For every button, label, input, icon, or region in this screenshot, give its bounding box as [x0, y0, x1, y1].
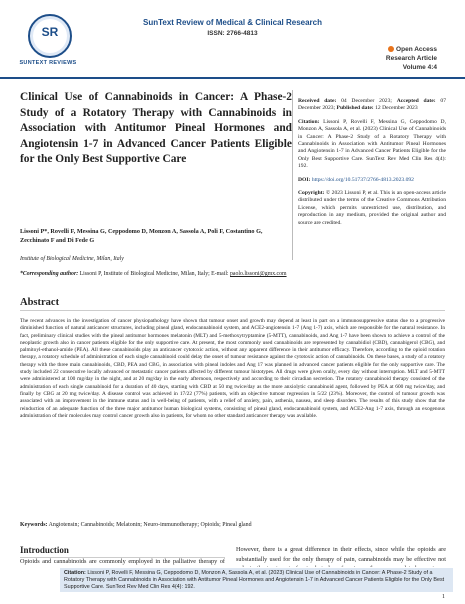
- open-access-icon: [388, 46, 394, 52]
- accepted-label: Accepted date:: [396, 98, 436, 104]
- footer-citation-text: Lissoni P, Rovelli F, Messina G, Ceppodomo D, Monzon A, Sassola A, et al. (2023) Clinical Use of Cannabinoids in Cancer: A Phase-2 Study of a Rotatory Therapy with Cannabinoids in Association with Antitumor Pineal Hormones and Angiotensin 1-7 in Advanced Cancer Patients Eligible for the Only Best Supportive Care. SunText Rev Med Clin Res 4(4): 192.: [64, 570, 445, 590]
- article-info-panel: [298, 98, 446, 233]
- doi-label: DOI:: [298, 176, 311, 183]
- keywords: [20, 522, 445, 528]
- received-date: 04 December 2023;: [341, 98, 392, 104]
- copyright-block: [298, 190, 446, 227]
- journal-title: SunText Review of Medical & Clinical Research: [142, 18, 323, 27]
- corresponding-author: [20, 270, 292, 278]
- header-divider: [0, 77, 465, 79]
- doi-block: [298, 177, 446, 184]
- copyright-label: Copyright:: [298, 190, 325, 197]
- affiliation: Institute of Biological Medicine, Milan, Italy: [20, 256, 124, 262]
- introduction-heading: Introduction: [20, 545, 225, 558]
- keywords-text: Angiotensin; Cannabinoids; Melatonin; Neuro-immunotherapy; Opioids; Pineal gland: [48, 522, 252, 528]
- introduction-left: Opioids and cannabinoids are commonly employed in the palliative therapy of: [20, 558, 225, 565]
- volume: Volume 4:4: [402, 64, 437, 71]
- doi-link[interactable]: https://doi.org/10.51737/2766-4813.2023.092: [311, 176, 414, 183]
- article-title: Clinical Use of Cannabinoids in Cancer: A Phase-2 Study of a Rotatory Therapy with Cannabinoids in Association with Antitumor Pineal Hormones and Angiotensin 1-7 in Advanced Cancer Patients Eligible for the Only Best Supportive Care: [20, 91, 292, 165]
- citation-block: [298, 119, 446, 171]
- abstract-body: The recent advances in the investigation of cancer physiopathology have shown that tumour onset and growth may depend at least in part on a immunosuppressive status due to a progressive diminished function of natural anticancer structures, including pineal gland, endocannabinoid system, and ACE2-angiotensin 1-7 (Ang 1-7) axis, which are responsible for the natural resistance. In fact, preliminary clinical studies with the pineal antitumor hormones melatonin (MLT) and 5-methoxytryptamine (5-MTT), cannabinoids, and Ang 1-7 have been shown to achieve a control of the neoplastic growth also in cancer patients eligible for the only supportive care. At present, the most commonly used cannabinoids are represented by cannabidiol (CBD), cannabigerol (CBG), and palmitoyl-ethanol-amide (PEA). All these cannabinoids play an anticancer cytotoxic action, without any apparent difference in their antitumor efficacy. Therefore, according to the opioid rotation therapy, a rotatory schedule of administration of each single cannabinoid could delay the onset of tumour resistance against the cytotoxic action of cannabinoids. On these bases, a study of a rotatory therapy with the three main cannabinoids, CBD, PEA and CBG, in association with pineal indoles and Ang 17 was planned in advanced cancer patients eligible for the only supportive care. The study included 22 consecutive locally advanced or metastatic cancer patients affected by different tumour histotypes. All drugs were given orally, every day without interruption. MLT and 5-MTT were administered at 100 mg/day in the night, and at 20 mg/day in the early afternoon, respectively and according to their circadian secretion. The rotatory cannabinoid therapy consisted of the administration of each single cannabinoid for a duration of 40 days, starting with CBD at 50 mg twice/day as the more anxiolytic cannabinoid agent, followed by PEA at 600 mg twice/day, and finally by CBG at 20 mg twice/day. A disease control was achieved in 17/22 (77%) patients, with an objective tumour regression in 5/22 (23%). Moreover, the control of tumour growth was associated with an improvement in the immune status and in well-being of patients, with a relief of anxiety, pain, asthenia, nausea, and sleep disorders. The results of this study show that the reinduction of an adequate function of the three major antitumor human biological systems, consisting of pineal gland, endocannabinoid system, and ACE2-Ang 1-7 axis, through an exogenous administration of their molecules may control cancer growth also in patients, for whom no other standard anticancer therapy was available.: [20, 318, 445, 419]
- page-number: 1: [442, 594, 445, 600]
- received-label: Received date:: [298, 98, 337, 104]
- open-access-label: Open Access: [396, 46, 437, 53]
- copyright-text: © 2023 Lissoni P, et al. This is an open-access article distributed under the terms of the Creative Commons Attribution License, which permits unrestricted use, distribution, and reproduction in any medium, provided the original author and source are credited.: [298, 190, 446, 226]
- footer-citation-label: Citation:: [64, 570, 86, 576]
- corresponding-text: Lissoni P, Institute of Biological Medicine, Milan, Italy; E-mail:: [79, 271, 229, 277]
- issn: ISSN: 2766-4813: [207, 30, 258, 37]
- dates: [298, 98, 446, 113]
- published-date: 12 December 2023: [375, 105, 418, 112]
- authors: Lissoni P*, Rovelli F, Messina G, Ceppodomo D, Monzon A, Sassola A, Poli F, Costantino G, Zecchinato F and Di Fede G: [20, 228, 263, 244]
- article-type: Research Article: [385, 55, 437, 62]
- author-email-link[interactable]: paolo.lissoni@gmx.com: [230, 271, 287, 277]
- accepted-date: 07 December 2023;: [298, 98, 446, 112]
- corresponding-label: *Corresponding author:: [20, 271, 79, 277]
- citation-label: Citation:: [298, 118, 320, 125]
- article-meta: [386, 45, 437, 72]
- citation-text: Lissoni P, Rovelli F, Messina G, Ceppodomo D, Monzon A, Sassola A, et al. (2023) Clinical Use of Cannabinoids in Cancer: A Phase-2 Study of a Rotatory Therapy with Cannabinoids in Association with Antitumor Pineal Hormones and Angiotensin 1-7 in Advanced Cancer Patients Eligible for the Only Best Supportive Care. SunText Rev Med Clin Res 4(4): 192.: [298, 118, 446, 170]
- introduction-right: However, there is a great difference in their effects, since while the opioids are substantially used for the only therapy of pain, cannabinoids may be effective not: [236, 546, 446, 563]
- footer-citation: [60, 568, 453, 592]
- logo-letters: SR: [41, 25, 59, 39]
- publisher-name: SUNTEXT REVIEWS: [19, 60, 77, 66]
- abstract-heading: Abstract: [20, 297, 445, 311]
- published-label: Published date:: [336, 105, 374, 112]
- keywords-label: Keywords:: [20, 522, 48, 528]
- column-divider: [292, 90, 293, 260]
